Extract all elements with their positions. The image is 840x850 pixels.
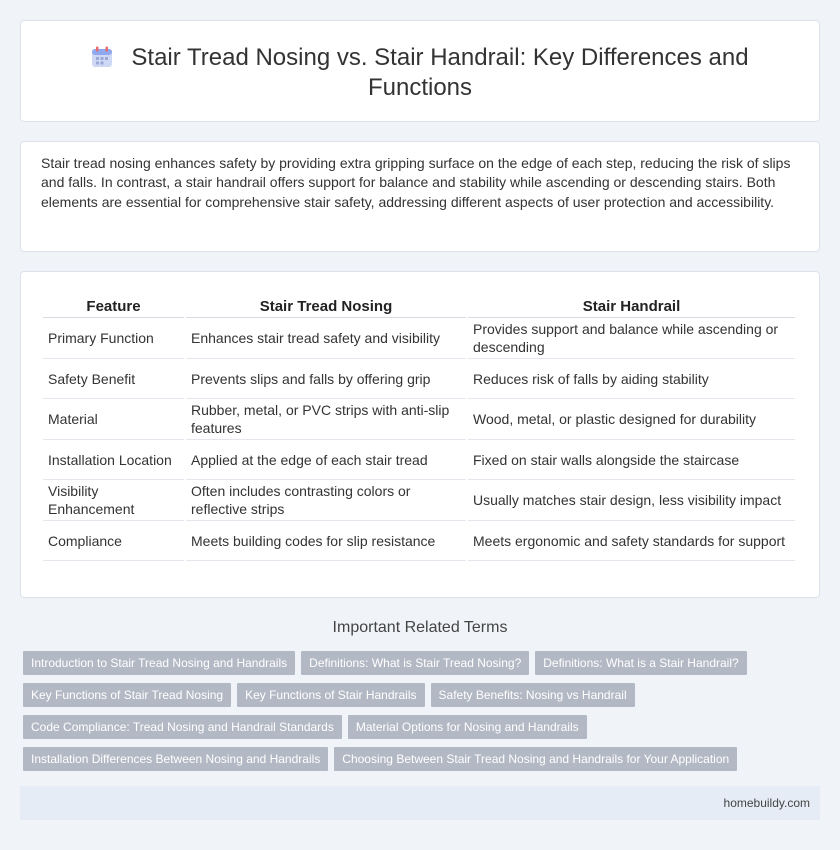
table-cell: Usually matches stair design, less visibility impact — [468, 480, 795, 521]
comparison-card — [20, 271, 820, 598]
related-term-tag[interactable]: Choosing Between Stair Tread Nosing and Handrails for Your Application — [334, 747, 737, 771]
table-row — [43, 359, 795, 399]
table-row — [43, 480, 795, 521]
related-terms-list — [23, 651, 823, 779]
related-term-tag[interactable]: Key Functions of Stair Tread Nosing — [23, 683, 231, 707]
table-cell: Compliance — [43, 521, 184, 561]
table-cell: Primary Function — [43, 318, 184, 359]
table-cell: Enhances stair tread safety and visibility — [186, 318, 466, 359]
related-terms-title: Important Related Terms — [332, 619, 508, 636]
header-feature: Feature — [43, 296, 184, 318]
table-cell: Safety Benefit — [43, 359, 184, 399]
footer — [20, 786, 820, 820]
header-nosing: Stair Tread Nosing — [186, 296, 466, 318]
table-cell: Provides support and balance while ascending or descending — [468, 318, 795, 359]
title-line-2: Functions — [367, 74, 473, 101]
page-title — [21, 43, 819, 103]
table-row — [43, 521, 795, 561]
table-cell: Visibility Enhancement — [43, 480, 184, 521]
title-line-1: Stair Tread Nosing vs. Stair Handrail: Key Differences and — [131, 44, 749, 71]
intro-text: Stair tread nosing enhances safety by providing extra gripping surface on the edge of each step, reducing the risk of slips and falls. In contrast, a stair handrail offers support for balance and stability while ascending or descending stairs. Both elements are essential for comprehensive stair safety, addressing different aspects of user protection and accessibility. — [41, 155, 791, 210]
table-row — [43, 440, 795, 480]
table-header-row — [43, 296, 795, 318]
table-cell: Fixed on stair walls alongside the staircase — [468, 440, 795, 480]
related-term-tag[interactable]: Definitions: What is Stair Tread Nosing? — [301, 651, 529, 675]
related-term-tag[interactable]: Safety Benefits: Nosing vs Handrail — [431, 683, 635, 707]
table-cell: Meets building codes for slip resistance — [186, 521, 466, 561]
comparison-table — [41, 296, 797, 561]
intro-card — [20, 141, 820, 252]
related-term-tag[interactable]: Definitions: What is a Stair Handrail? — [535, 651, 746, 675]
related-term-tag[interactable]: Key Functions of Stair Handrails — [237, 683, 424, 707]
table-cell: Applied at the edge of each stair tread — [186, 440, 466, 480]
table-cell: Prevents slips and falls by offering grip — [186, 359, 466, 399]
table-row — [43, 318, 795, 359]
table-cell: Often includes contrasting colors or reflective strips — [186, 480, 466, 521]
related-term-tag[interactable]: Code Compliance: Tread Nosing and Handrail Standards — [23, 715, 342, 739]
footer-site[interactable]: homebuildy.com — [723, 796, 810, 810]
related-term-tag[interactable]: Installation Differences Between Nosing and Handrails — [23, 747, 328, 771]
table-row — [43, 399, 795, 440]
table-cell: Meets ergonomic and safety standards for support — [468, 521, 795, 561]
table-cell: Reduces risk of falls by aiding stability — [468, 359, 795, 399]
table-cell: Installation Location — [43, 440, 184, 480]
header-card — [20, 20, 820, 122]
header-handrail: Stair Handrail — [468, 296, 795, 318]
table-cell: Material — [43, 399, 184, 440]
related-term-tag[interactable]: Material Options for Nosing and Handrails — [348, 715, 587, 739]
calendar-icon — [91, 46, 113, 68]
table-cell: Wood, metal, or plastic designed for durability — [468, 399, 795, 440]
table-cell: Rubber, metal, or PVC strips with anti-slip features — [186, 399, 466, 440]
related-term-tag[interactable]: Introduction to Stair Tread Nosing and Handrails — [23, 651, 295, 675]
